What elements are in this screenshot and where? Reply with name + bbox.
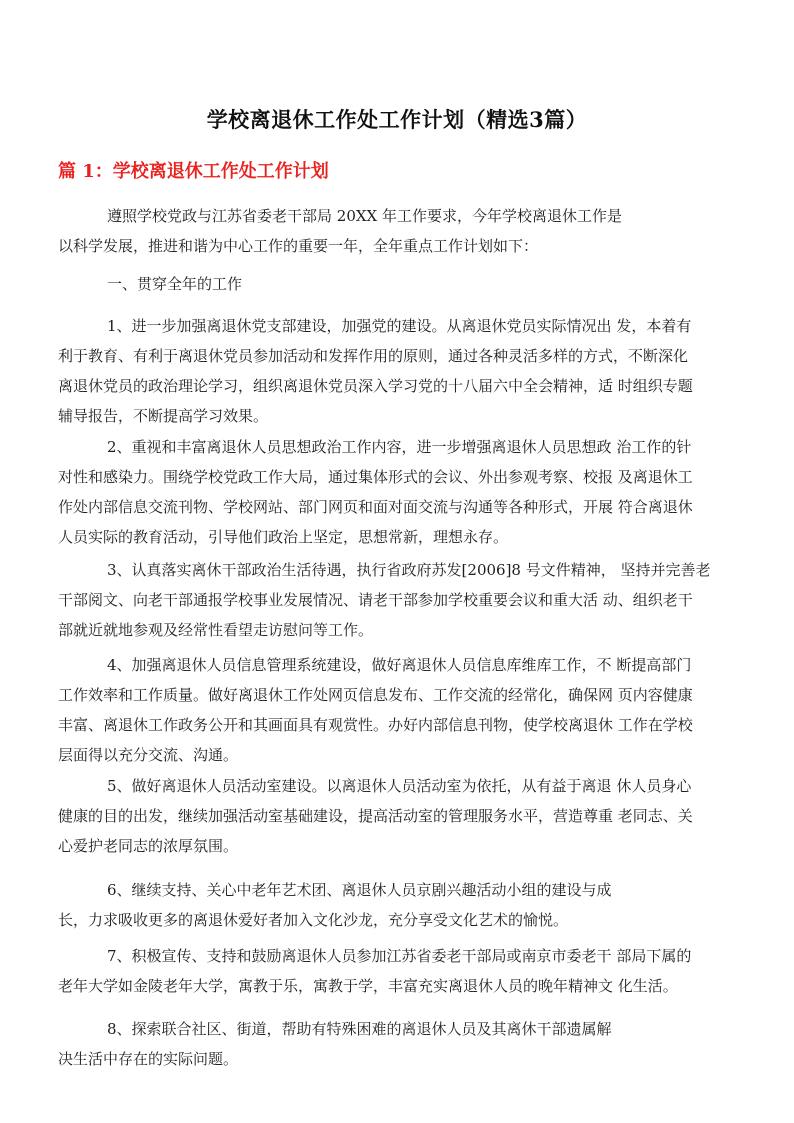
paragraph-subheading — [58, 269, 740, 299]
paragraph-line: 对性和感染力。围绕学校党政工作大局，通过集体形式的会议、外出参观考察、校报 及离退休工 — [58, 468, 693, 486]
paragraph-item-2 — [58, 432, 740, 552]
paragraph-line: 离退休党员的政治理论学习，组织离退休党员深入学习党的十八届六中全会精神，适 时组织专题 — [58, 377, 693, 395]
paragraph-line: 7、积极宣传、支持和鼓励离退休人员参加江苏省委老干部局或南京市委老干 部局下属的 — [107, 947, 692, 965]
paragraph-line: 健康的目的出发，继续加强活动室基础建设，提高活动室的管理服务水平，营造尊重 老同志、关 — [58, 807, 693, 825]
paragraph-line: 心爱护老同志的浓厚氛围。 — [58, 837, 239, 855]
paragraph-intro — [58, 201, 740, 261]
paragraph-line: 辅导报告，不断提高学习效果。 — [58, 407, 269, 425]
paragraph-item-6 — [58, 875, 740, 935]
paragraph-line: 决生活中存在的实际问题。 — [58, 1050, 239, 1068]
paragraph-line: 部就近就地参观及经常性看望走访慰问等工作。 — [58, 621, 374, 639]
document-title: 学校离退休工作处工作计划（精选3篇） — [206, 107, 588, 132]
paragraph-line: 6、继续支持、关心中老年艺术团、离退休人员京剧兴趣活动小组的建设与成 — [107, 881, 612, 899]
paragraph-line: 丰富、离退休工作政务公开和其画面具有观赏性。办好内部信息刊物，使学校离退休 工作在学校 — [58, 716, 693, 734]
paragraph-item-5 — [58, 771, 740, 861]
paragraph-item-8 — [58, 1014, 740, 1074]
paragraph-item-1 — [58, 311, 740, 431]
paragraph-line: 工作效率和工作质量。做好离退休工作处网页信息发布、工作交流的经常化，确保网 页内容健康 — [58, 686, 693, 704]
paragraph-item-4 — [58, 650, 740, 770]
paragraph-line: 长，力求吸收更多的离退休爱好者加入文化沙龙，充分享受文化艺术的愉悦。 — [58, 911, 569, 929]
paragraph-line: 8、探索联合社区、街道，帮助有特殊困难的离退休人员及其离休干部遗属解 — [107, 1020, 612, 1038]
paragraph-line: 利于教育、有利于离退休党员参加活动和发挥作用的原则，通过各种灵活多样的方式，不断深化 — [58, 347, 689, 365]
paragraph-line: 遵照学校党政与江苏省委老干部局 20XX 年工作要求，今年学校离退休工作是 — [107, 207, 622, 225]
paragraph-line: 2、重视和丰富离退休人员思想政治工作内容，进一步增强离退休人员思想政 治工作的针 — [107, 438, 692, 456]
paragraph-line: 作处内部信息交流刊物、学校网站、部门网页和面对面交流与沟通等各种形式，开展 符合离退休 — [58, 498, 693, 516]
paragraph-line: 人员实际的教育活动，引导他们政治上坚定，思想常新，理想永存。 — [58, 528, 509, 546]
paragraph-line: 老年大学如金陵老年大学，寓教于乐，寓教于学，丰富充实离退休人员的晚年精神文 化生活。 — [58, 977, 678, 995]
paragraph-line: 以科学发展，推进和谐为中心工作的重要一年，全年重点工作计划如下： — [58, 237, 539, 255]
paragraph-line: 1、进一步加强离退休党支部建设，加强党的建设。从离退休党员实际情况出 发，本着有 — [107, 317, 692, 335]
paragraph-line: 干部阅文、向老干部通报学校事业发展情况、请老干部参加学校重要会议和重大活 动、组织老干 — [58, 591, 693, 609]
paragraph-line: 一、贯穿全年的工作 — [107, 275, 243, 293]
section-heading: 篇 1：学校离退休工作处工作计划 — [58, 161, 329, 182]
paragraph-item-7 — [58, 941, 740, 1001]
paragraph-line: 4、加强离退休人员信息管理系统建设，做好离退休人员信息库维库工作，不 断提高部门 — [107, 656, 692, 674]
paragraph-line: 3、认真落实离休干部政治生活待遇，执行省政府苏发[2006]8 号文件精神， 坚持并完善老 — [107, 561, 711, 579]
paragraph-line: 层面得以充分交流、沟通。 — [58, 746, 239, 764]
paragraph-item-3 — [58, 555, 740, 645]
paragraph-line: 5、做好离退休人员活动室建设。以离退休人员活动室为依托，从有益于离退 休人员身心 — [107, 777, 692, 795]
